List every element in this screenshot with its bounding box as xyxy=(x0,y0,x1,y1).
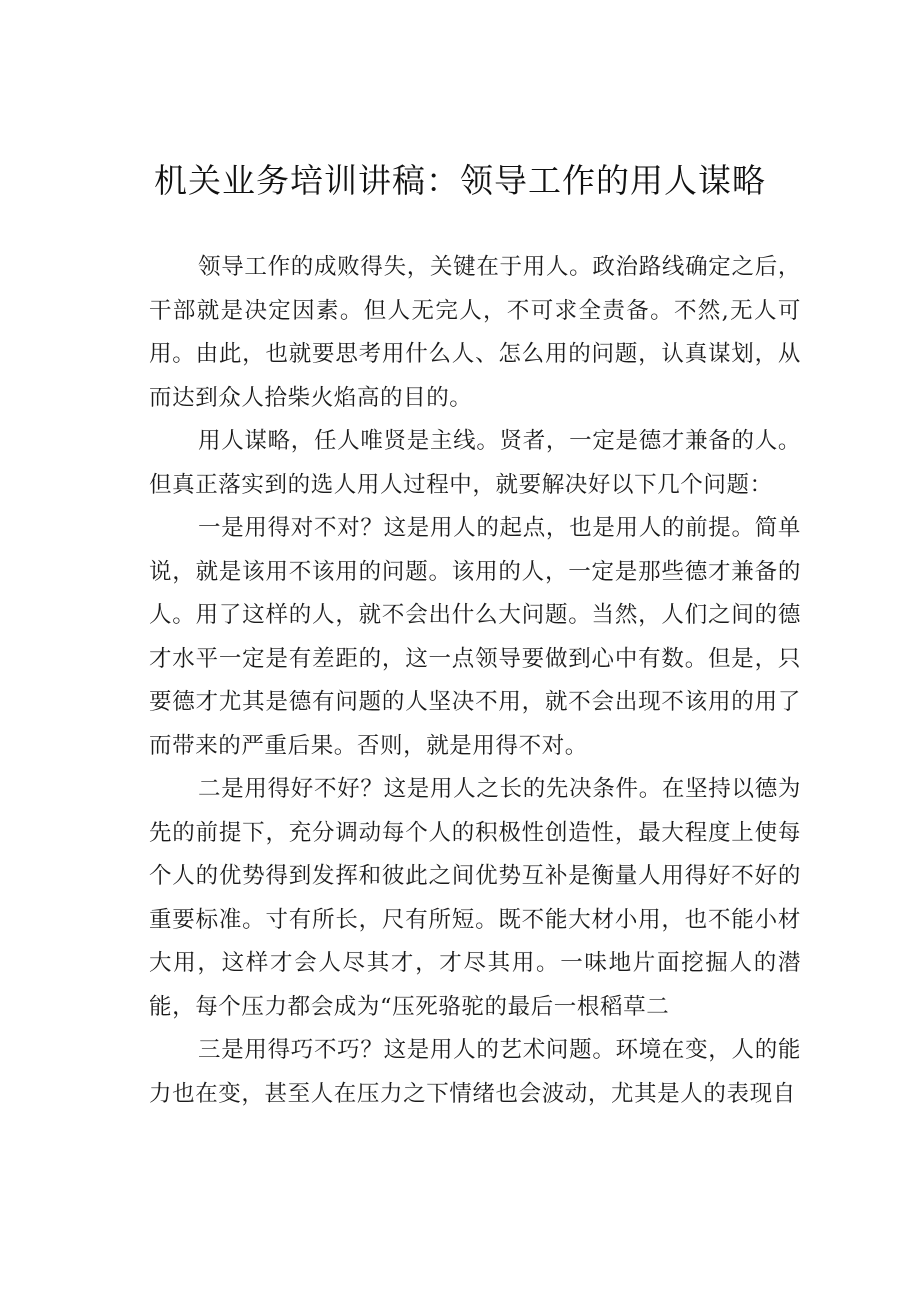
paragraph-3: 一是用得对不对？这是用人的起点，也是用人的前提。简单说，就是该用不该用的问题。该用的人，一定是那些德才兼备的人。用了这样的人，就不会出什么大问题。当然，人们之间的德才水平一定是有差距的，这一点领导要做到心中有数。但是，只要德才尤其是德有问题的人坚决不用，就不会出现不该用的用了而带来的严重后果。否则，就是用得不对。 xyxy=(149,515,801,759)
paragraph-2: 用人谋略，任人唯贤是主线。贤者，一定是德才兼备的人。但真正落实到的选人用人过程中，就要解决好以下几个问题： xyxy=(149,428,801,498)
document-title: 机关业务培训讲稿：领导工作的用人谋略 xyxy=(154,161,766,200)
paragraph-4: 二是用得好不好？这是用人之长的先决条件。在坚持以德为先的前提下，充分调动每个人的积极性创造性，最大程度上使每个人的优势得到发挥和彼此之间优势互补是衡量人用得好不好的重要标准。寸有所长，尺有所短。既不能大材小用，也不能小材大用，这样才会人尽其才，才尽其用。一味地片面挖掘人的潜能，每个压力都会成为“压死骆驼的最后一根稻草二 xyxy=(149,776,801,1020)
paragraph-1: 领导工作的成败得失，关键在于用人。政治路线确定之后，干部就是决定因素。但人无完人，不可求全责备。不然,无人可用。由此，也就要思考用什么人、怎么用的问题，认真谋划，从而达到众人拾柴火焰高的目的。 xyxy=(149,254,801,411)
document-body xyxy=(149,246,801,1116)
paragraph-5: 三是用得巧不巧？这是用人的艺术问题。环境在变，人的能力也在变，甚至人在压力之下情绪也会波动，尤其是人的表现自 xyxy=(149,1037,801,1107)
